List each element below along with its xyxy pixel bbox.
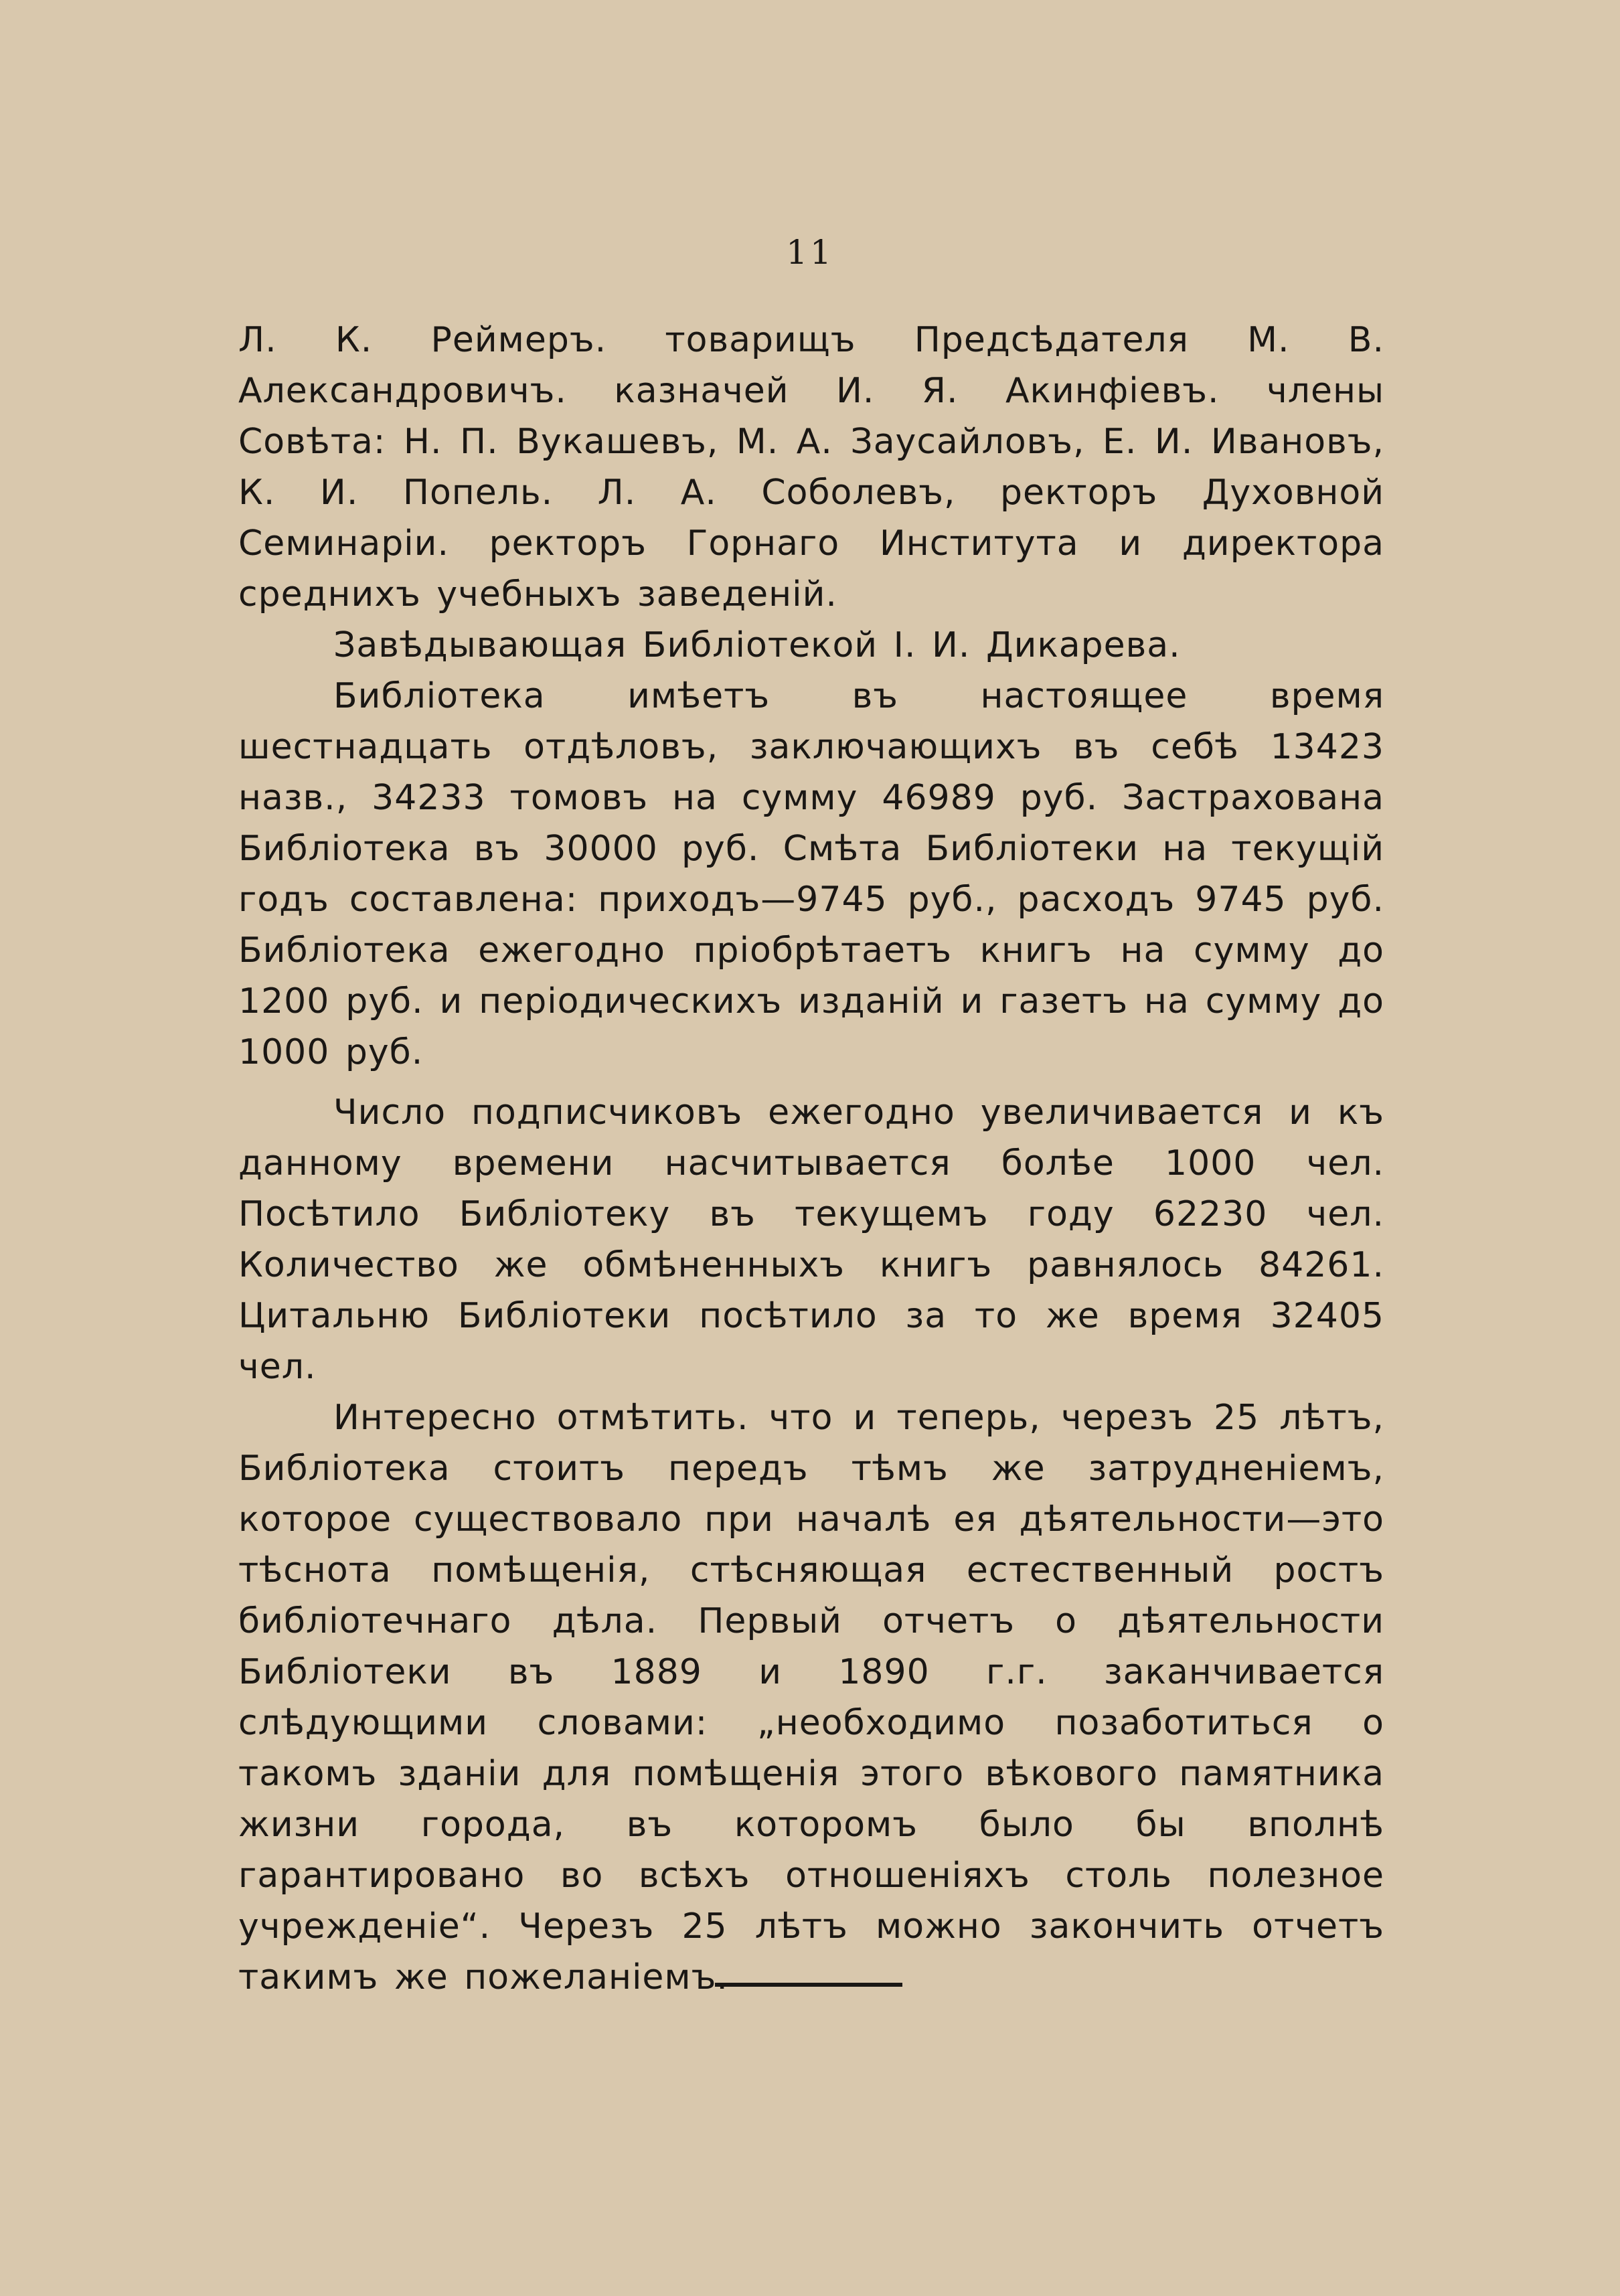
page-number: 11 <box>786 233 834 272</box>
paragraph-council-members: Л. К. Реймеръ. товарищъ Предсѣдателя М. В. Александровичъ. казначей И. Я. Акинфіевъ. члены Совѣта: Н. П. Вукашевъ, М. А. Заусайловъ, Е. И. Ивановъ, К. И. Попель. Л. А. Соболевъ, ректоръ Духовной Семинаріи. ректоръ Горнаго Института и директора среднихъ учебныхъ заведеній. <box>238 320 1384 614</box>
body-text <box>238 315 1384 2003</box>
closing-rule <box>715 1983 902 1987</box>
paragraph-library-stats: Библіотека имѣетъ въ настоящее время шестнадцать отдѣловъ, заключающихъ въ себѣ 13423 назв., 34233 томовъ на сумму 46989 руб. Застрахована Библіотека въ 30000 руб. Смѣта Библіотеки на текущій годъ составлена: приходъ—9745 руб., расходъ 9745 руб. Библіотека ежегодно пріобрѣтаетъ книгъ на сумму до 1200 руб. и періодическихъ изданій и газетъ на сумму до 1000 руб. <box>238 676 1384 1072</box>
paragraph-conclusion: Интересно отмѣтить. что и теперь, черезъ 25 лѣтъ, Библіотека стоитъ передъ тѣмъ же затрудненіемъ, которое существовало при началѣ ея дѣятельности—это тѣснота помѣщенія, стѣсняющая естественный ростъ библіотечнаго дѣла. Первый отчетъ о дѣятельности Библіотеки въ 1889 и 1890 г.г. заканчивается слѣдующими словами: „необходимо позаботиться о такомъ зданіи для помѣщенія этого вѣкового памятника жизни города, въ которомъ было бы вполнѣ гарантировано во всѣхъ отношеніяхъ столь полезное учрежденіе“. Черезъ 25 лѣтъ можно закончить отчетъ такимъ же пожеланіемъ. <box>238 1398 1384 1997</box>
paragraph-subscribers: Число подписчиковъ ежегодно увеличивается и къ данному времени насчитывается болѣе 1000 чел. Посѣтило Библіотеку въ текущемъ году 62230 чел. Количество же обмѣненныхъ книгъ равнялось 84261. Цитальню Библіотеки посѣтило за то же время 32405 чел. <box>238 1092 1384 1387</box>
paragraph-librarian: Завѣдывающая Библіотекой І. И. Дикарева. <box>333 625 1181 665</box>
